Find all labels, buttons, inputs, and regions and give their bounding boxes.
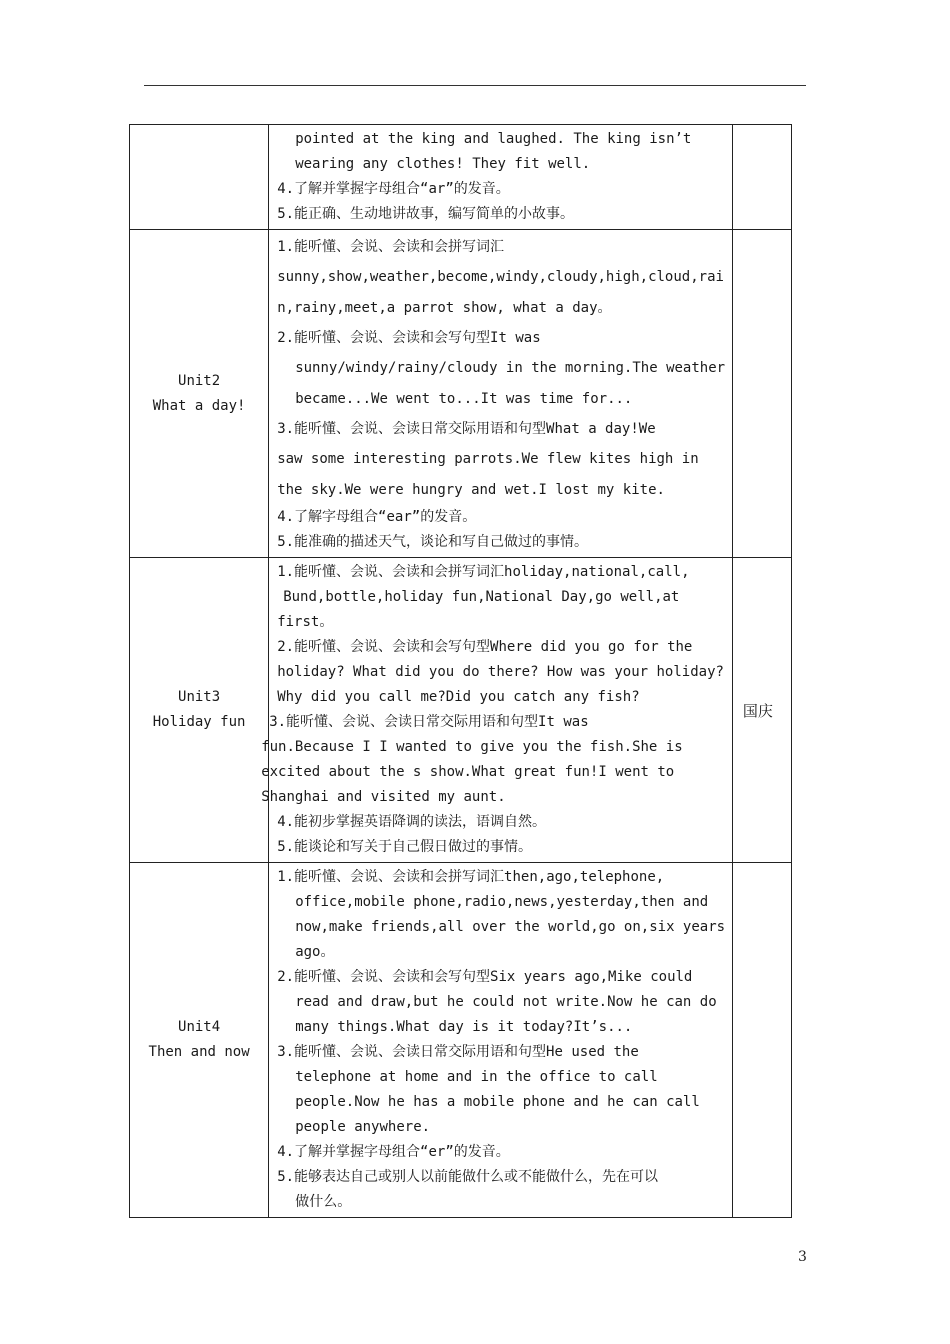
unit-cell [130,558,269,863]
objective-line: sunny,show,weather,become,windy,cloudy,high,cloud,rai [277,269,724,286]
objective-line: Bund,bottle,holiday fun,National Day,go well,at [283,589,680,605]
objective-line: 2.能听懂、会说、会读和会写句型Where did you go for the [277,639,693,655]
unit-number: Unit2 [178,372,221,389]
unit-cell [130,125,269,230]
objective-line: ago。 [295,944,335,960]
objectives-cell [261,558,733,863]
objective-line: became...We went to...It was time for... [295,390,633,407]
page-number: 3 [798,1249,807,1265]
holiday-note: 国庆 [732,558,791,863]
objectives-cell [269,863,733,1218]
objective-line: 5.能正确、生动地讲故事，编写简单的小故事。 [277,206,575,222]
objective-line: 4.了解并掌握字母组合“ar”的发音。 [277,181,510,197]
objectives-cell [269,230,733,558]
objective-line: people anywhere. [295,1119,431,1135]
objective-line: 2.能听懂、会说、会读和会写句型Six years ago,Mike could [277,969,693,985]
objective-line: 做什么。 [295,1194,352,1210]
objective-line: excited about the s show.What great fun!I went to [261,764,675,780]
objective-line: 4.了解并掌握字母组合“er”的发音。 [277,1144,510,1160]
note-cell [732,863,791,1218]
objective-line: saw some interesting parrots.We flew kites high in [277,451,699,468]
objective-line: 1.能听懂、会说、会读和会拼写词汇 [277,239,505,256]
objective-line: pointed at the king and laughed. The king isn’t [295,131,692,147]
note-cell [732,230,791,558]
objectives-cell [269,125,733,230]
objective-line: the sky.We were hungry and wet.I lost my kite. [277,481,665,498]
objective-line: 3.能听懂、会说、会读日常交际用语和句型What a day!We [277,420,656,437]
unit-title: What a day! [152,397,246,414]
objective-line: 2.能听懂、会说、会读和会写句型It was [277,330,541,347]
table-row [130,863,792,1218]
table-row [130,230,792,558]
objective-line: now,make friends,all over the world,go on,six years [295,919,726,935]
objective-line: 5.能谈论和写关于自己假日做过的事情。 [277,839,533,855]
objective-line: 4.能初步掌握英语降调的读法，语调自然。 [277,814,547,830]
objective-line: 3.能听懂、会说、会读日常交际用语和句型He used the [277,1044,639,1060]
objective-line: 1.能听懂、会说、会读和会拼写词汇then,ago,telephone, [277,869,665,885]
objective-line: office,mobile phone,radio,news,yesterday,then and [295,894,709,910]
objective-line: Shanghai and visited my aunt. [261,789,506,805]
objective-line: 3.能听懂、会说、会读日常交际用语和句型It was [269,714,589,730]
objective-line: 5.能准确的描述天气，谈论和写自己做过的事情。 [277,533,589,550]
objective-line: many things.What day is it today?It’s... [295,1019,633,1035]
objective-line: fun.Because I I wanted to give you the fish.She is [261,739,683,755]
objective-line: n,rainy,meet,a parrot show, what a day。 [277,299,612,316]
table-row [130,558,792,863]
unit-cell [130,230,269,558]
objective-line: holiday? What did you do there? How was your holiday? [277,664,724,680]
objective-line: wearing any clothes! They fit well. [295,156,591,172]
objective-line: sunny/windy/rainy/cloudy in the morning.The weather [295,360,726,377]
objective-line: 5.能够表达自己或别人以前能做什么或不能做什么，先在可以 [277,1169,659,1185]
teaching-plan-table [129,124,792,1218]
objective-line: Why did you call me?Did you catch any fish? [277,689,640,705]
objective-line: telephone at home and in the office to call [295,1069,658,1085]
unit-title: Then and now [148,1044,250,1060]
objective-line: read and draw,but he could not write.Now he can do [295,994,717,1010]
unit-number: Unit4 [178,1019,221,1035]
unit-cell [130,863,269,1218]
unit-title: Holiday fun [152,714,246,730]
table-row [130,125,792,230]
unit-number: Unit3 [178,689,221,705]
objective-line: people.Now he has a mobile phone and he can call [295,1094,700,1110]
header-rule [144,85,806,86]
objective-line: first。 [277,614,334,630]
objective-line: 1.能听懂、会说、会读和会拼写词汇holiday,national,call, [277,564,690,580]
note-cell [732,125,791,230]
objective-line: 4.了解字母组合“ear”的发音。 [277,508,477,525]
